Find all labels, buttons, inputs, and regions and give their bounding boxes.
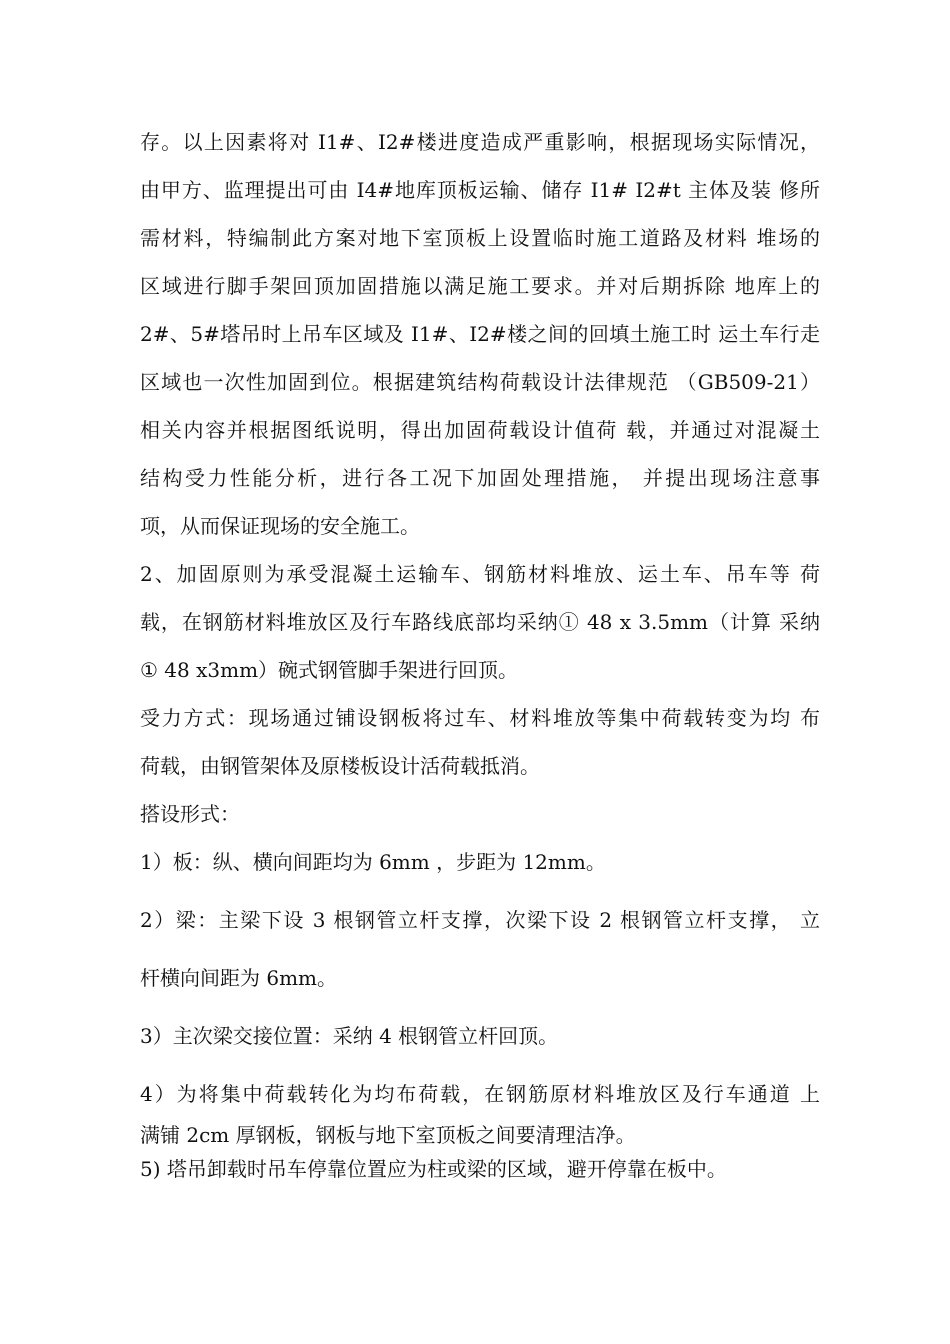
text-line: 3）主次梁交接位置：采纳 4 根钢管立杆回顶。 xyxy=(140,1024,559,1048)
text-line: ① 48 x3mm）碗式钢管脚手架进行回顶。 xyxy=(140,658,519,682)
text-line: 荷载，由钢管架体及原楼板设计活荷载抵消。 xyxy=(140,754,540,778)
text-line: 搭设形式： xyxy=(140,802,240,826)
text-line: 由甲方、监理提出可由 I4#地库顶板运输、储存 I1# I2#t 主体及装 修所 xyxy=(140,178,820,202)
document-body xyxy=(140,118,820,1186)
text-line: 受力方式：现场通过铺设钢板将过车、材料堆放等集中荷载转变为均 布 xyxy=(140,706,820,730)
text-line: 需材料，特编制此方案对地下室顶板上设置临时施工道路及材料 堆场的 xyxy=(140,226,820,250)
text-line: 2#、5#塔吊时上吊车区域及 I1#、I2#楼之间的回填土施工时 运土车行走 xyxy=(140,322,820,346)
text-line: 区域进行脚手架回顶加固措施以满足施工要求。并对后期拆除 地库上的 xyxy=(140,274,820,298)
text-line: 存。以上因素将对 I1#、I2#楼进度造成严重影响，根据现场实际情况， xyxy=(140,130,820,154)
text-line: 相关内容并根据图纸说明，得出加固荷载设计值荷 载，并通过对混凝土 xyxy=(140,418,820,442)
text-line: 区域也一次性加固到位。根据建筑结构荷载设计法律规范 （GB509-21） xyxy=(140,370,820,394)
text-line: 满铺 2cm 厚钢板，钢板与地下室顶板之间要清理洁净。 xyxy=(140,1123,636,1147)
text-line: 2）梁：主梁下设 3 根钢管立杆支撑，次梁下设 2 根钢管立杆支撑， 立 xyxy=(140,908,820,932)
text-line: 项，从而保证现场的安全施工。 xyxy=(140,514,420,538)
text-line: 1）板：纵、横向间距均为 6mm ，步距为 12mm。 xyxy=(140,850,606,874)
text-line: 结构受力性能分析，进行各工况下加固处理措施， 并提出现场注意事 xyxy=(140,466,820,490)
text-line: 2、加固原则为承受混凝土运输车、钢筋材料堆放、运土车、吊车等 荷 xyxy=(140,562,820,586)
text-line: 4）为将集中荷载转化为均布荷载，在钢筋原材料堆放区及行车通道 上 xyxy=(140,1082,820,1106)
text-line: 载，在钢筋材料堆放区及行车路线底部均采纳① 48 x 3.5mm（计算 采纳 xyxy=(140,610,820,634)
text-line: 杆横向间距为 6mm。 xyxy=(140,966,338,990)
text-line: 5) 塔吊卸载时吊车停靠位置应为柱或梁的区域，避开停靠在板中。 xyxy=(140,1157,727,1181)
